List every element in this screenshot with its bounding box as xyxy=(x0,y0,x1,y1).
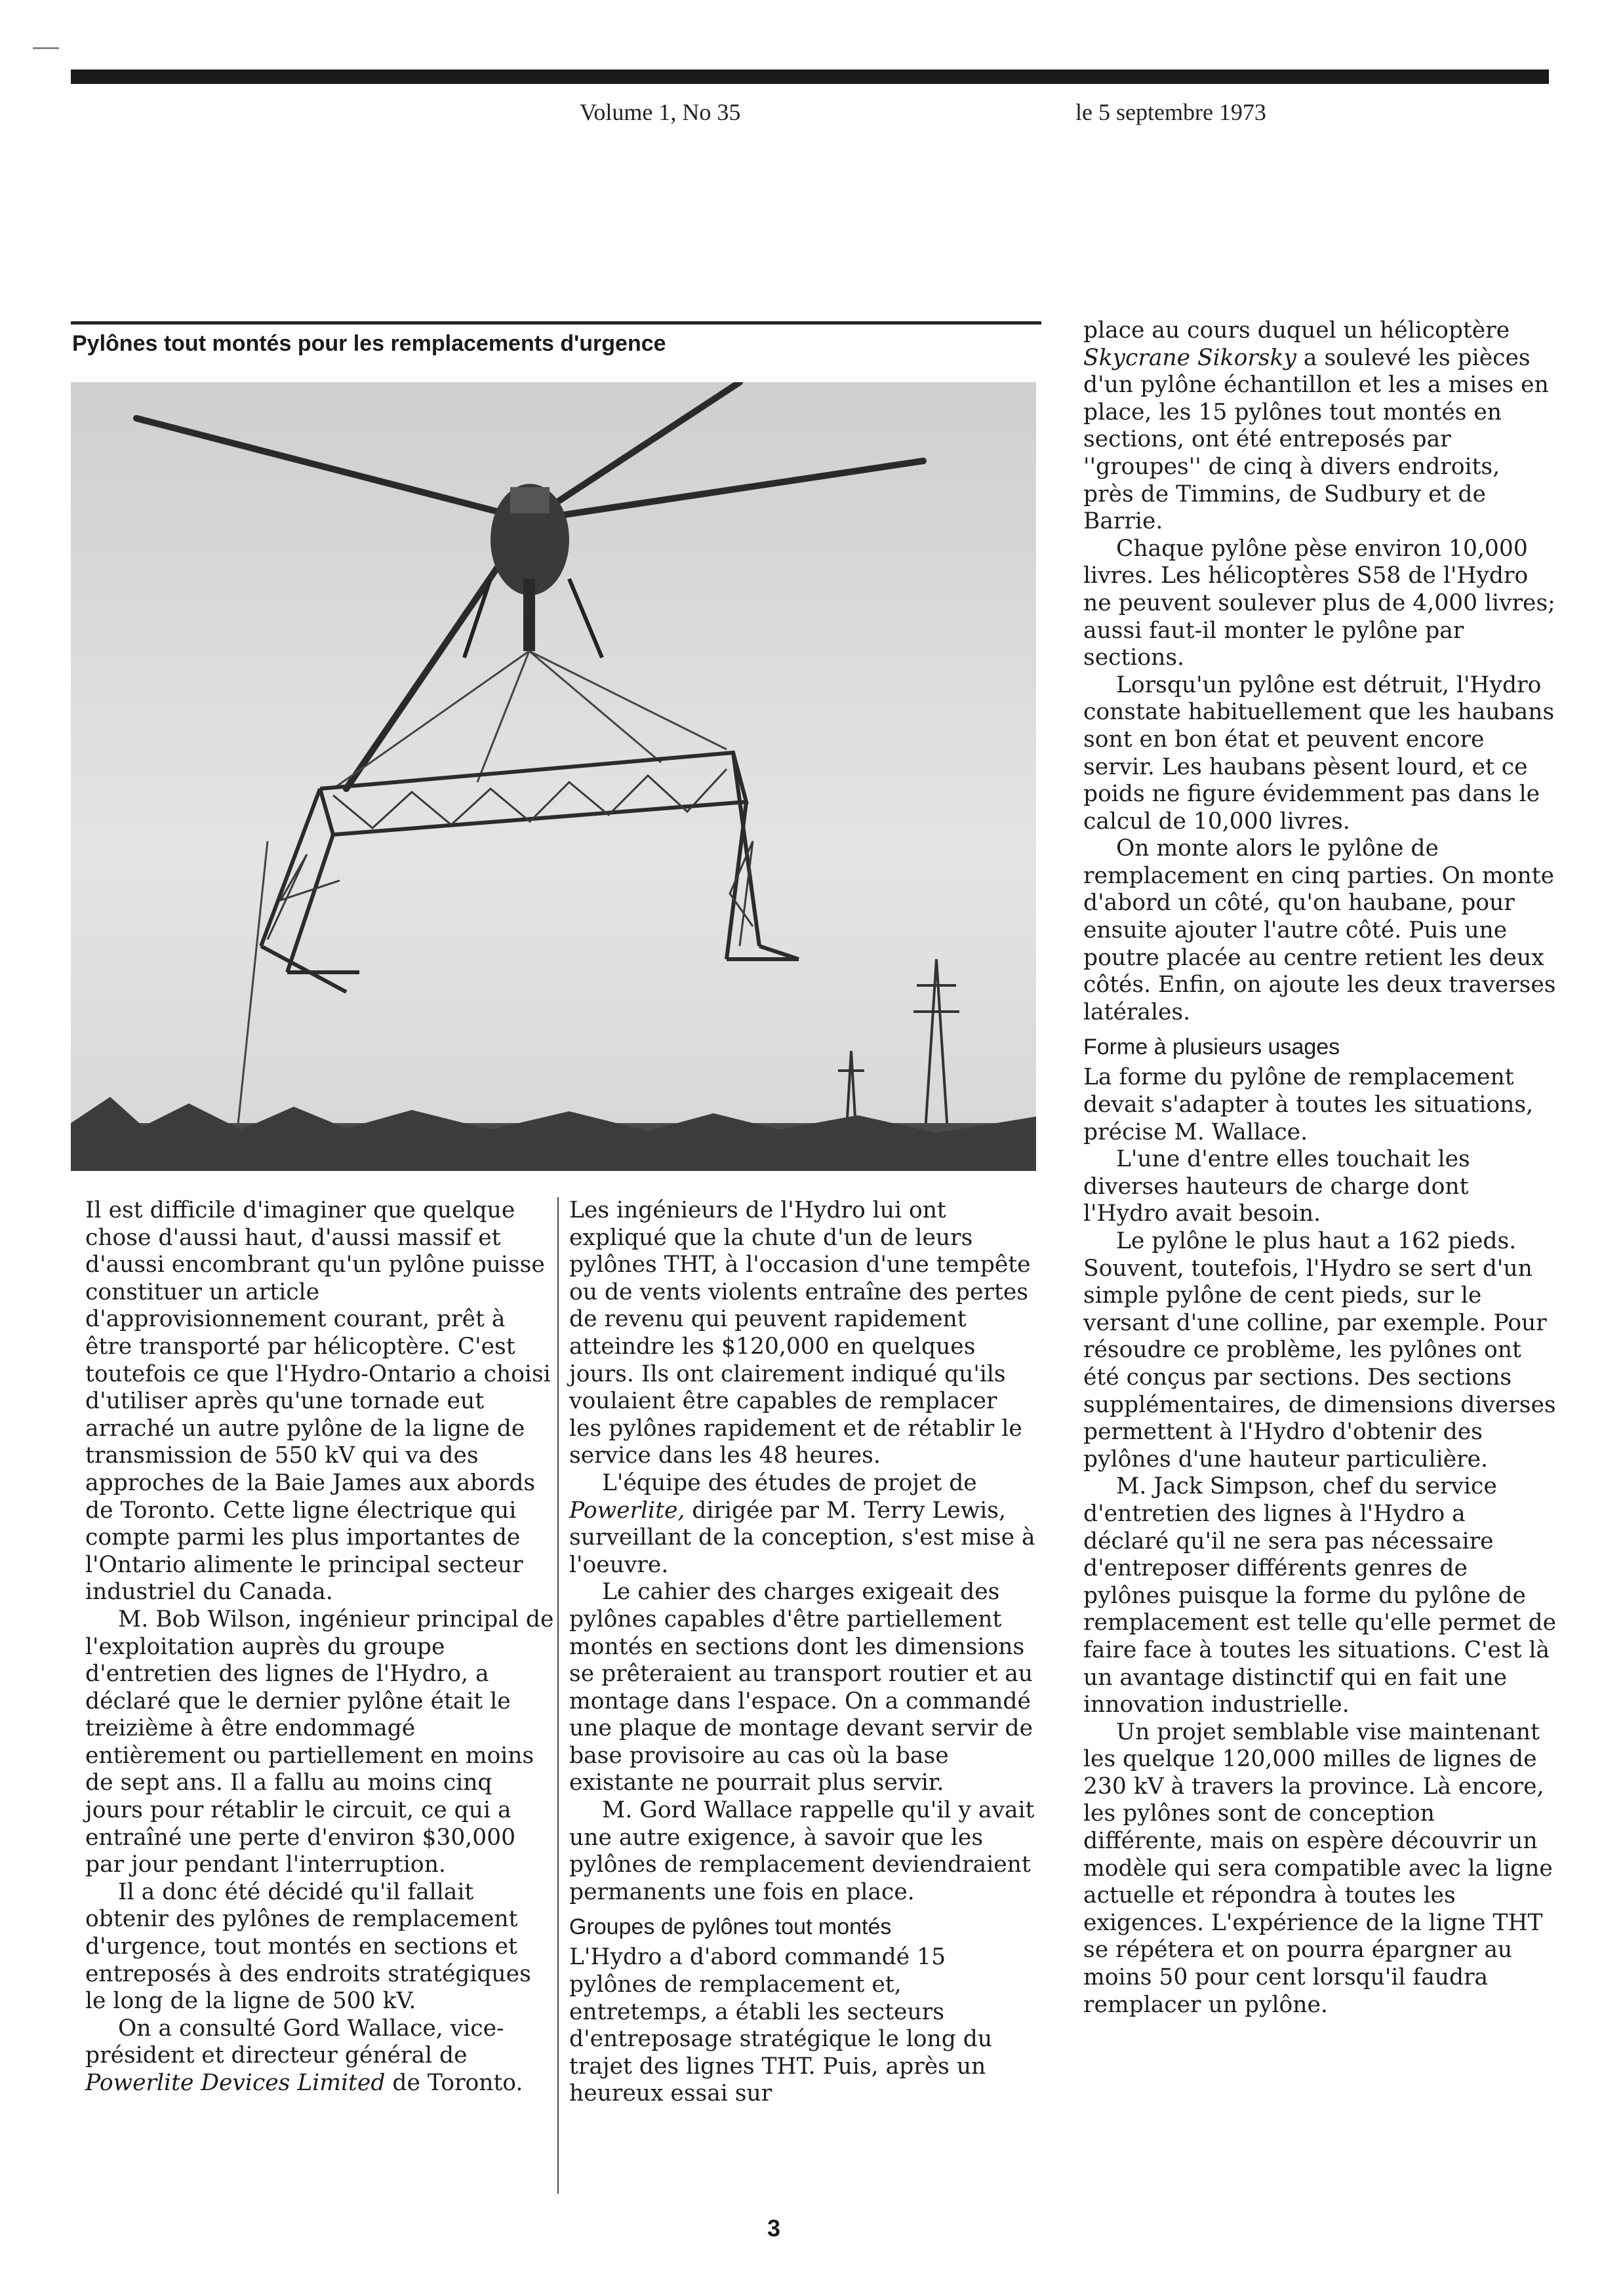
paragraph: On monte alors le pylône de remplacement en cinq parties. On monte d'abord un côté, qu'on haubane, pour ensuite ajouter l'autre côté. Puis une poutre placée au centre retient les deux côtés. Enfin, on ajoute les deux traverses latérales. xyxy=(1083,835,1556,1025)
section-heading: Forme à plusieurs usages xyxy=(1083,1035,1340,1060)
paragraph: Il est difficile d'imaginer que quelque chose d'aussi haut, d'aussi massif et d'aussi encombrant qu'un pylône puisse constituer un article d'approvisionnement courant, prêt à être transporté par hélicoptère. C'est toutefois ce que l'Hydro-Ontario a choisi d'utiliser après qu'une tornade eut arraché un autre pylône de la ligne de transmission de 550 kV qui va des approches de la Baie James aux abords de Toronto. Cette ligne électrique qui compte parmi les plus importantes de l'Ontario alimente le principal secteur industriel du Canada. xyxy=(85,1197,551,1606)
article-rule xyxy=(71,321,1041,325)
text: place au cours duquel un hélicoptère xyxy=(1083,317,1510,344)
paragraph: Chaque pylône pèse environ 10,000 livres. Les hélicoptères S58 de l'Hydro ne peuvent soulever plus de 4,000 livres; aussi faut-il monter le pylône par sections. xyxy=(1083,535,1555,671)
text: a soulevé les pièces d'un pylône échantillon et les a mises en place, les 15 pylônes tout montés en sections, ont été entreposés par ''groupes'' de cinq à divers endroits, près de Timmins, de Sudbury et de Barrie. xyxy=(1083,344,1549,535)
paragraph: M. Bob Wilson, ingénieur principal de l'exploitation auprès du groupe d'entretien des lignes de l'Hydro, a déclaré que le dernier pylône était le treizième à être endommagé entièrement ou partiellement en moins de sept ans. Il a fallu au moins cinq jours pour rétablir le circuit, ce qui a entraîné une perte d'environ $30,000 par jour pendant l'interruption. xyxy=(85,1606,554,1878)
scan-mark xyxy=(33,47,59,49)
article-title: Pylônes tout montés pour les remplacements d'urgence xyxy=(72,331,666,356)
text: dirigée par M. Terry Lewis, surveillant de la conception, s'est mise à l'oeuvre. xyxy=(569,1497,1035,1578)
paragraph: Lorsqu'un pylône est détruit, l'Hydro constate habituellement que les haubans sont en bon état et peuvent encore servir. Les haubans pèsent lourd, et ce poids ne figure évidemment pas dans le calcul de 10,000 livres. xyxy=(1083,671,1555,835)
company-name: Powerlite Devices Limited xyxy=(85,2070,386,2096)
column-1 xyxy=(85,1197,554,2097)
paragraph: Le pylône le plus haut a 162 pieds. Souvent, toutefois, l'Hydro se sert d'un simple pylône de cent pieds, sur le versant d'une colline, par exemple. Pour résoudre ce problème, les pylônes ont été conçus par sections. Des sections supplémentaires, de dimensions diverses permettent à l'Hydro d'obtenir des pylônes d'une hauteur particulière. xyxy=(1083,1228,1556,1473)
company-name: Powerlite, xyxy=(569,1497,685,1524)
masthead-bar xyxy=(71,69,1549,84)
page-number: 3 xyxy=(767,2215,781,2242)
issue-date: le 5 septembre 1973 xyxy=(1075,99,1266,125)
text: On a consulté Gord Wallace, vice-président et directeur général de xyxy=(85,2015,504,2069)
text: L'équipe des études de projet de xyxy=(602,1469,977,1496)
paragraph: M. Jack Simpson, chef du service d'entretien des lignes à l'Hydro a déclaré qu'il ne sera pas nécessaire d'entreposer différents genres de pylônes puisque la forme du pylône de remplacement est telle qu'elle permet de faire face à toutes les situations. C'est là un avantage distinctif qui en fait une innovation industrielle. xyxy=(1083,1473,1557,1718)
paragraph: M. Gord Wallace rappelle qu'il y avait une autre exigence, à savoir que les pylônes de remplacement deviendraient permanents une fois en place. xyxy=(569,1797,1035,1905)
aircraft-name: Skycrane Sikorsky xyxy=(1083,344,1296,371)
paragraph: La forme du pylône de remplacement devait s'adapter à toutes les situations, précise M. Wallace. xyxy=(1083,1064,1534,1145)
paragraph xyxy=(85,2015,554,2097)
paragraph: Le cahier des charges exigeait des pylônes capables d'être partiellement montés en sections dont les dimensions se prêteraient au transport routier et au montage dans l'espace. On a commandé une plaque de montage devant servir de base provisoire au cas où la base existante ne pourrait plus servir. xyxy=(569,1579,1033,1796)
column-2 xyxy=(569,1197,1036,2108)
text: de Toronto. xyxy=(385,2070,523,2096)
paragraph xyxy=(1083,317,1557,536)
paragraph: L'Hydro a d'abord commandé 15 pylônes de remplacement et, entretemps, a établi les secteurs d'entreposage stratégique le long du trajet des lignes THT. Puis, après un heureux essai sur xyxy=(569,1944,993,2107)
section-heading: Groupes de pylônes tout montés xyxy=(569,1914,892,1940)
helicopter-pylon-image xyxy=(71,382,1036,1171)
paragraph: L'une d'entre elles touchait les diverses hauteurs de charge dont l'Hydro avait besoin. xyxy=(1083,1146,1470,1227)
column-divider xyxy=(557,1197,559,2194)
paragraph: Un projet semblable vise maintenant les quelque 120,000 milles de lignes de 230 kV à travers la province. Là encore, les pylônes sont de conception différente, mais on espère découvrir un modèle qui sera compatible avec la ligne actuelle et répondra à toutes les exigences. L'expérience de la ligne THT se répétera et on pourra épargner au moins 50 pour cent lorsqu'il faudra remplacer un pylône. xyxy=(1083,1718,1553,2018)
column-3 xyxy=(1083,317,1557,2019)
issue-volume: Volume 1, No 35 xyxy=(580,99,741,125)
paragraph: Il a donc été décidé qu'il fallait obtenir des pylônes de remplacement d'urgence, tout montés en sections et entreposés à des endroits stratégiques le long de la ligne de 500 kV. xyxy=(85,1878,531,2015)
paragraph: Les ingénieurs de l'Hydro lui ont expliqué que la chute d'un de leurs pylônes THT, à l'occasion d'une tempête ou de vents violents entraîne des pertes de revenu qui peuvent rapidement atteindre les $120,000 en quelques jours. Ils ont clairement indiqué qu'ils voulaient être capables de remplacer les pylônes rapidement et de rétablir le service dans les 48 heures. xyxy=(569,1197,1031,1469)
paragraph xyxy=(569,1470,1036,1579)
helicopter-photo xyxy=(71,382,1036,1171)
